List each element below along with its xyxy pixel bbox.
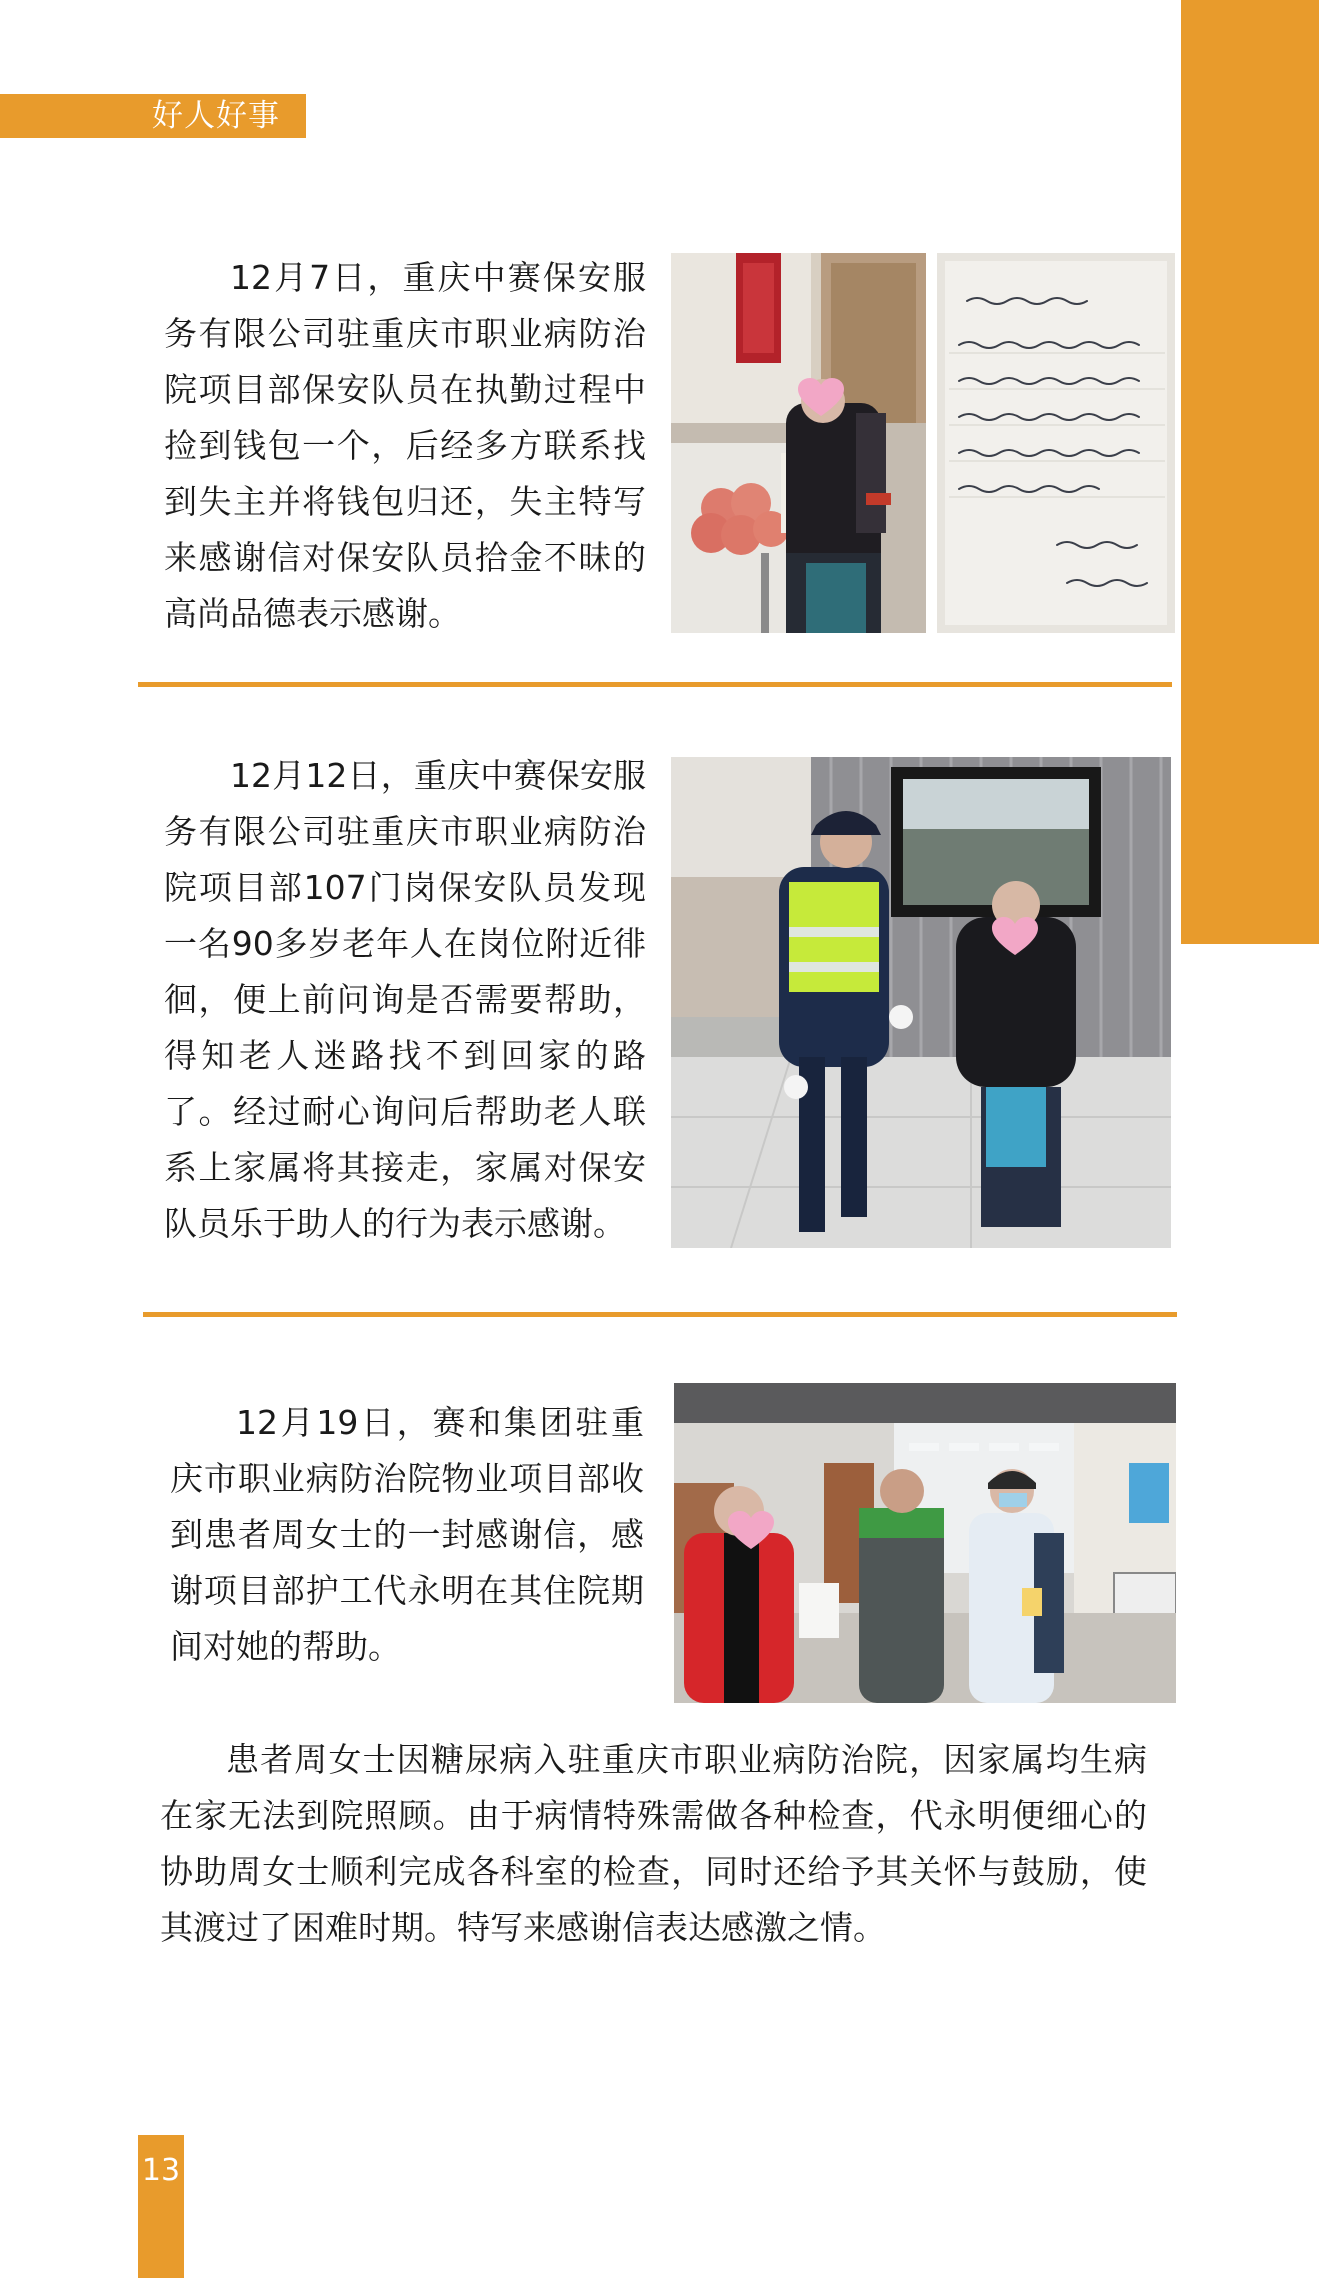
section-divider xyxy=(143,1312,1177,1317)
privacy-heart-icon xyxy=(798,378,844,418)
story-3-text: 12月19日，赛和集团驻重庆市职业病防治院物业项目部收到患者周女士的一封感谢信，感谢项目部护工代永明在其住院期间对她的帮助。 xyxy=(170,1403,644,1666)
story-2-text: 12月12日，重庆中赛保安服务有限公司驻重庆市职业病防治院项目部107门岗保安队员发现一名90多岁老年人在岗位附近徘徊，便上前问询是否需要帮助，得知老人迷路找不到回家的路了。经过耐心询问后帮助老人联系上家属将其接走，家属对保安队员乐于助人的行为表示感谢。 xyxy=(164,756,646,1243)
photo-lost-wallet-owner xyxy=(671,253,926,633)
section-divider xyxy=(138,682,1172,687)
side-accent-bar xyxy=(1181,0,1319,944)
page-number: 13 xyxy=(138,2135,184,2278)
photo-thank-you-letter xyxy=(937,253,1175,633)
privacy-heart-icon xyxy=(728,1511,774,1551)
story-1-text: 12月7日，重庆中赛保安服务有限公司驻重庆市职业病防治院项目部保安队员在执勤过程中捡到钱包一个，后经多方联系找到失主并将钱包归还，失主特写来感谢信对保安队员拾金不昧的高尚品德表示感谢。 xyxy=(164,258,646,633)
photo-guard-elderly-man xyxy=(671,757,1171,1248)
section-header-tab: 好人好事 xyxy=(0,94,306,138)
closing-paragraph: 患者周女士因糖尿病入驻重庆市职业病防治院，因家属均生病在家无法到院照顾。由于病情特殊需做各种检查，代永明便细心的协助周女士顺利完成各科室的检查，同时还给予其关怀与鼓励，使其渡过了困难时期。特写来感谢信表达感激之情。 xyxy=(160,1740,1147,1947)
privacy-heart-icon xyxy=(992,917,1038,957)
